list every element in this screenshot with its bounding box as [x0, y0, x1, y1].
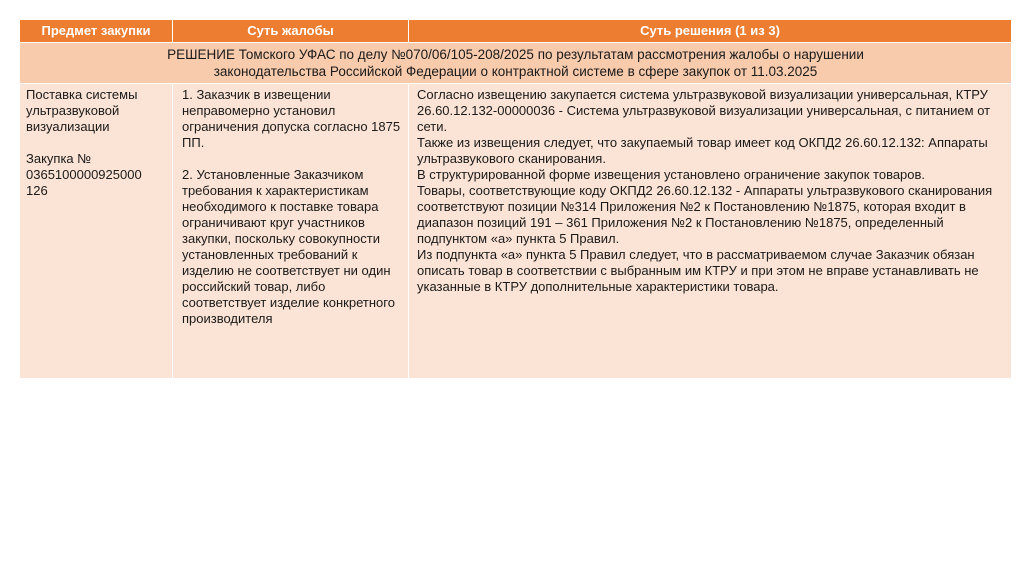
decision-paragraph-5: Из подпункта «а» пункта 5 Правил следует, что в рассматриваемом случае Заказчик обязан описать товар в соответствии с выбранным им КТРУ и при этом не вправе устанавливать не указанные в КТРУ дополнительные характеристики товара.	[417, 247, 979, 294]
header-row	[20, 20, 1012, 43]
decision-paragraph-3: В структурированной форме извещения установлено ограничение закупок товаров.	[417, 167, 926, 182]
decision-paragraph-4: Товары, соответствующие коду ОКПД2 26.60.12.132 - Аппараты ультразвукового сканирования соответствуют позиции №314 Приложения №2 к Постановлению №1875, которая входит в диапазон позиций 191 – 361 Приложения №2 к Постановлению №1875, определенный подпунктом «а» пункта 5 Правил.	[417, 183, 993, 246]
decision-table	[19, 19, 1012, 379]
decision-paragraph-1: Согласно извещению закупается система ультразвуковой визуализации универсальная, КТРУ 26.60.12.132-00000036 - Система ультразвуковой визуализации универсальная, с питанием от сети.	[417, 87, 991, 134]
purchase-label: Закупка №	[26, 151, 92, 166]
decision-banner	[20, 43, 1012, 84]
subject-name: Поставка системы ультразвуковой визуализации	[26, 87, 138, 134]
header-complaint: Суть жалобы	[173, 20, 409, 43]
complaint-point-1: 1. Заказчик в извещении неправомерно установил ограничения допуска согласно 1875 ПП.	[182, 87, 401, 150]
body-row	[20, 84, 1012, 379]
subject-cell	[20, 84, 173, 379]
decision-paragraph-2: Также из извещения следует, что закупаемый товар имеет код ОКПД2 26.60.12.132: Аппараты ультразвукового сканирования.	[417, 135, 988, 166]
complaint-spacer	[182, 151, 402, 167]
header-decision: Суть решения (1 из 3)	[409, 20, 1012, 43]
decision-cell	[409, 84, 1012, 379]
purchase-number-part1: 0365100000925000	[26, 167, 142, 182]
banner-line-2: законодательства Российской Федерации о контрактной системе в сфере закупок от 11.03.2025	[213, 64, 818, 79]
complaint-cell	[173, 84, 409, 379]
subject-spacer	[26, 135, 166, 151]
banner-row	[20, 43, 1012, 84]
complaint-point-2: 2. Установленные Заказчиком требования к характеристикам необходимого к поставке товара ограничивают круг участников закупки, поскольку совокупности установленных требований к изделию не соответствует ни один российский товар, либо соответствует изделие конкретного производителя	[182, 167, 395, 326]
header-subject: Предмет закупки	[20, 20, 173, 43]
banner-line-1: РЕШЕНИЕ Томского УФАС по делу №070/06/105-208/2025 по результатам рассмотрения жалобы о нарушении	[167, 47, 864, 62]
purchase-number-part2: 126	[26, 183, 48, 198]
